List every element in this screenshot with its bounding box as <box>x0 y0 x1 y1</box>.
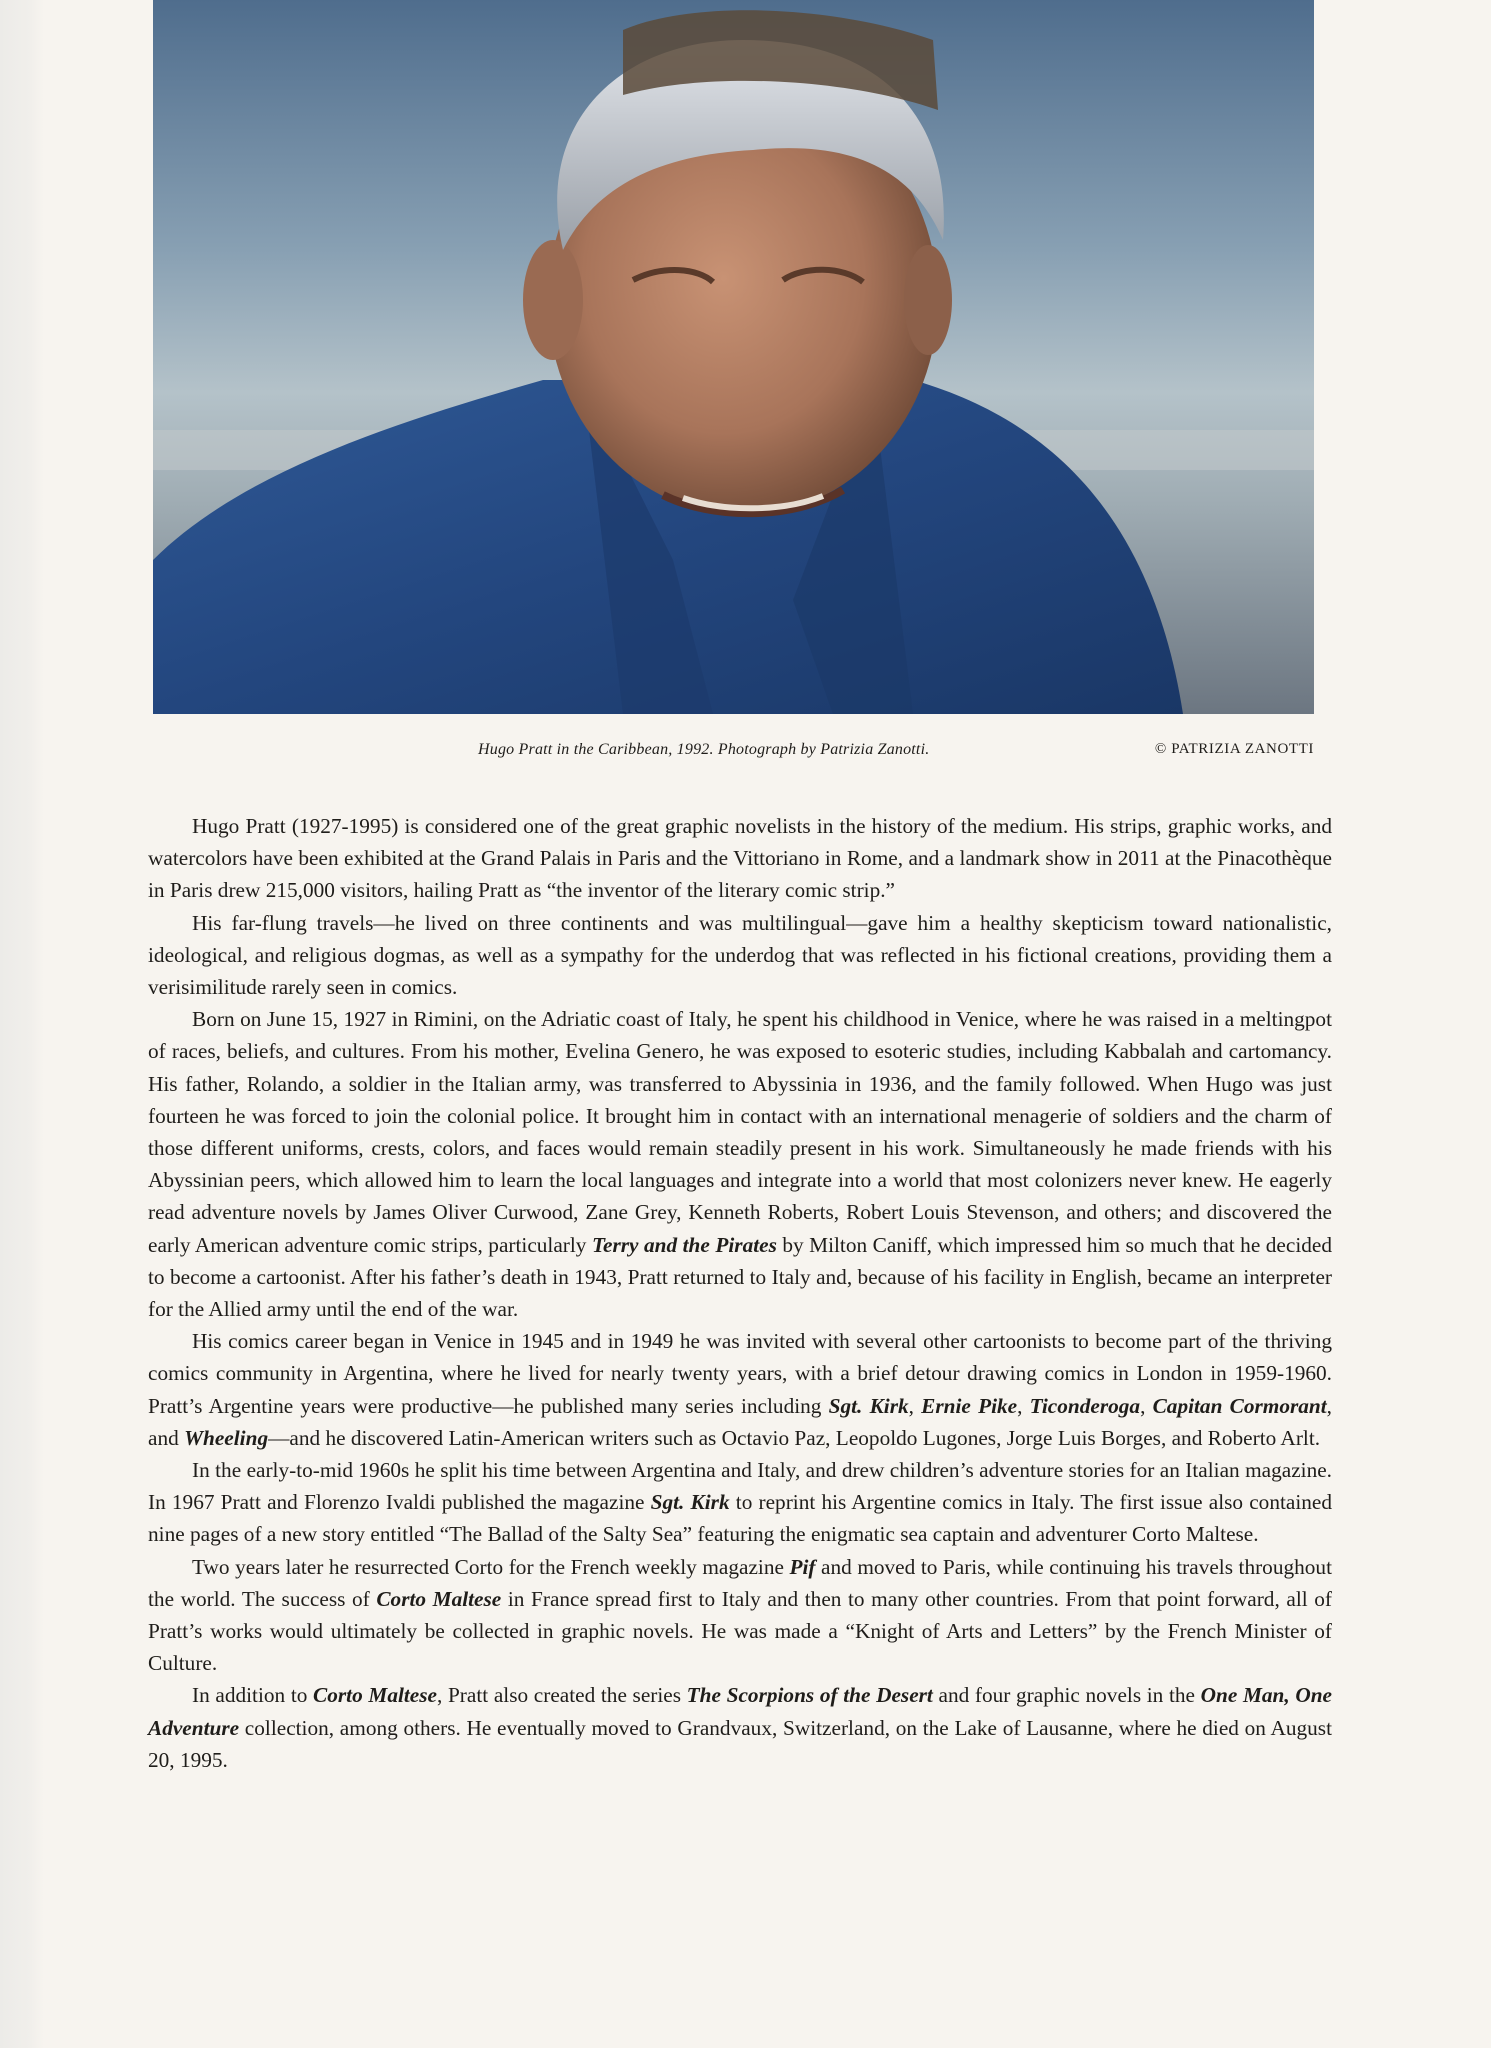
book-title: Terry and the Pirates <box>591 1232 777 1257</box>
biography-text <box>148 810 1332 1776</box>
bio-paragraph: In addition to Corto Maltese, Pratt also created the series The Scorpions of the Desert and four graphic novels in the One Man, One Adventure collection, among others. He eventually moved to Grandvaux, Switzerland, on the Lake of Lausanne, where he died on August 20, 1995. <box>148 1683 1333 1772</box>
bio-paragraph: Two years later he resurrected Corto for the French weekly magazine Pif and moved to Paris, while continuing his travels throughout the world. The success of Corto Maltese in France spread first to Italy and then to many other countries. From that point forward, all of Pratt’s works would ultimately be collected in graphic novels. He was made a “Knight of Arts and Letters” by the French Minister of Culture. <box>148 1554 1332 1676</box>
book-title: Sgt. Kirk <box>828 1393 909 1418</box>
bio-paragraph: His far-flung travels—he lived on three continents and was multilingual—gave him a healthy skepticism toward nationalistic, ideological, and religious dogmas, as well as a sympathy for the underdog that was reflected in his fictional creations, providing them a verisimilitude rarely seen in comics. <box>148 910 1332 1000</box>
bio-paragraph: In the early-to-mid 1960s he split his time between Argentina and Italy, and drew children’s adventure stories for an Italian magazine. In 1967 Pratt and Florenzo Ivaldi published the magazine Sgt. Kirk to reprint his Argentine comics in Italy. The first issue also contained nine pages of a new story entitled “The Ballad of the Salty Sea” featuring the enigmatic sea captain and adventurer Corto Maltese. <box>148 1458 1332 1547</box>
book-title: Pif <box>789 1554 816 1579</box>
book-title: Corto Maltese <box>376 1586 502 1611</box>
book-title: Ticonderoga <box>1029 1393 1141 1418</box>
photo-caption: Hugo Pratt in the Caribbean, 1992. Photograph by Patrizia Zanotti. <box>478 741 930 758</box>
bio-paragraph: Hugo Pratt (1927-1995) is considered one of the great graphic novelists in the history of the medium. His strips, graphic works, and watercolors have been exhibited at the Grand Palais in Paris and the Vittoriano in Rome, and a landmark show in 2011 at the Pinacothèque in Paris drew 215,000 visitors, hailing Pratt as “the inventor of the literary comic strip.” <box>148 814 1332 903</box>
caption-row <box>153 741 1314 765</box>
book-title: Wheeling <box>184 1425 269 1450</box>
bio-paragraph: His comics career began in Venice in 1945 and in 1949 he was invited with several other cartoonists to become part of the thriving comics community in Argentina, where he lived for nearly twenty years, with a brief detour drawing comics in London in 1959-1960. Pratt’s Argentine years were productive—he published many series including Sgt. Kirk, Ernie Pike, Ticonderoga, Capitan Cormorant, and Wheeling—and he discovered Latin-American writers such as Octavio Paz, Leopoldo Lugones, Jorge Luis Borges, and Roberto Arlt. <box>148 1329 1332 1450</box>
portrait-photo <box>153 0 1314 714</box>
photo-credit: © PATRIZIA ZANOTTI <box>1154 741 1314 757</box>
book-title: Capitan Cormorant <box>1152 1393 1327 1418</box>
book-title: One Man, One Adventure <box>148 1683 1333 1740</box>
book-title: The Scorpions of the Desert <box>686 1683 933 1708</box>
portrait-illustration <box>153 0 1314 714</box>
bio-paragraph: Born on June 15, 1927 in Rimini, on the Adriatic coast of Italy, he spent his childhood in Venice, where he was raised in a meltingpot of races, beliefs, and cultures. From his mother, Evelina Genero, he was exposed to esoteric studies, including Kabbalah and cartomancy. His father, Rolando, a soldier in the Italian army, was transferred to Abyssinia in 1936, and the family followed. When Hugo was just fourteen he was forced to join the colonial police. It brought him in contact with an international menagerie of soldiers and the charm of those different uniforms, crests, colors, and faces would remain steadily present in his work. Simultaneously he made friends with his Abyssinian peers, which allowed him to learn the local languages and integrate into a world that most colonizers never knew. He eagerly read adventure novels by James Oliver Curwood, Zane Grey, Kenneth Roberts, Robert Louis Stevenson, and others; and discovered the early American adventure comic strips, particularly Terry and the Pirates by Milton Caniff, which impressed him so much that he decided to become a cartoonist. After his father’s death in 1943, Pratt returned to Italy and, because of his facility in English, became an interpreter for the Allied army until the end of the war. <box>148 1007 1333 1322</box>
book-title: Ernie Pike <box>921 1393 1018 1418</box>
book-title: Sgt. Kirk <box>650 1490 730 1515</box>
page-edge <box>0 0 44 2048</box>
book-title: Corto Maltese <box>313 1683 437 1708</box>
